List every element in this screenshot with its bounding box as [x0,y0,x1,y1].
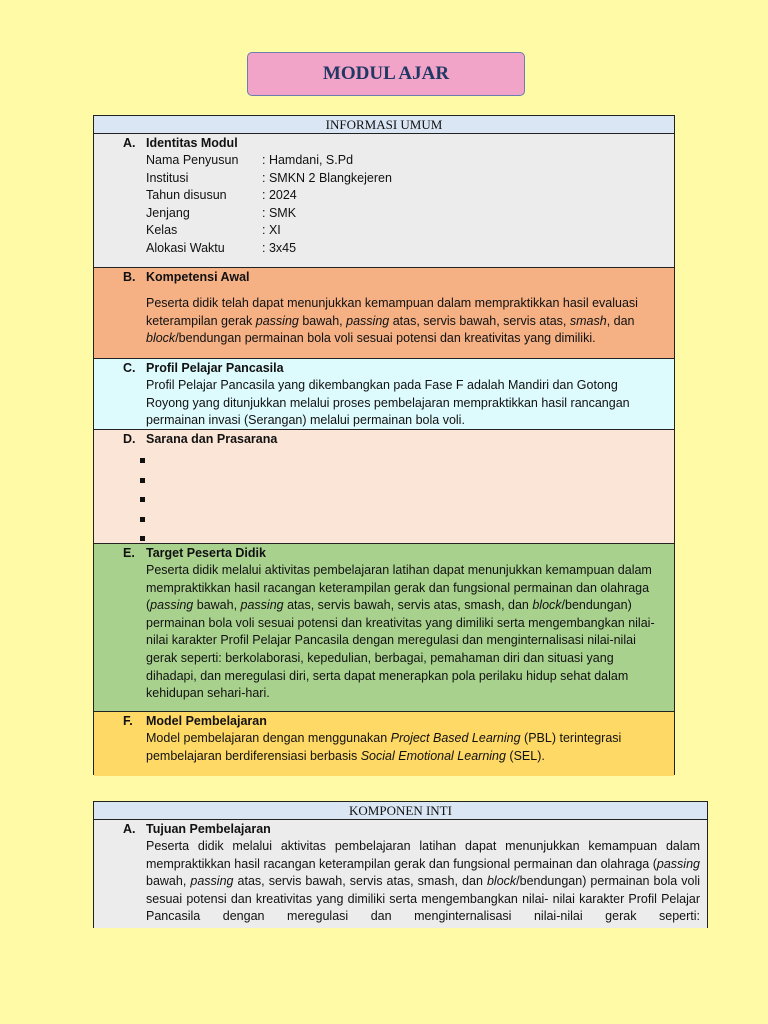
field-value: : XI [262,223,281,238]
section-target-peserta [94,544,674,712]
field-label: Tahun disusun [146,188,227,203]
section-identitas-modul [94,134,674,268]
kompetensi-awal-text [146,295,674,348]
text-run: /bendungan) permainan bola voli sesuai potensi dan kreativitas yang dimiliki serta mengembangkan nilai- nilai karakter Profil Pelajar Pancasila dengan meregulasi dan menginternalisasi nilai-nilai gerak seperti: [146,874,701,924]
module-title: MODUL AJAR [247,52,525,96]
field-label: Kelas [146,223,178,238]
section-letter: A. [123,822,136,836]
section-model-pembelajaran [94,712,674,776]
text-run: Peserta didik melalui aktivitas pembelajaran latihan dapat menunjukkan kemampuan dalam mempraktikkan hasil racangan keterampilan gerak dan fungsional permainan dan olahraga ( [146,839,700,871]
section-letter: D. [123,432,136,446]
field-row [146,222,656,240]
text-run: atas, servis bawah, servis atas, smash, dan [283,598,533,613]
section-title: Target Peserta Didik [146,546,266,560]
text-italic: passing [656,856,700,871]
section-title: Kompetensi Awal [146,270,250,284]
text-run: , dan [606,313,635,328]
text-italic: passing [346,313,390,328]
tujuan-pembelajaran-text [146,838,707,926]
text-italic: passing [255,313,299,328]
text-italic: block [146,331,176,346]
section-tujuan-pembelajaran [94,820,707,928]
section-letter: C. [123,361,136,375]
field-row [146,170,656,188]
text-italic: block [486,874,517,889]
list-item [140,489,674,509]
informasi-umum-table [93,115,675,775]
text-italic: passing [190,874,234,889]
text-italic: Social Emotional Learning [360,748,506,763]
field-label: Nama Penyusun [146,153,239,167]
section-kompetensi-awal [94,268,674,359]
field-value: : 2024 [262,188,297,203]
field-value: : SMKN 2 Blangkejeren [262,170,392,185]
field-label: Alokasi Waktu [146,240,225,255]
model-pembelajaran-text [146,730,674,765]
text-run: atas, servis bawah, servis atas, [389,313,570,328]
informasi-umum-header: INFORMASI UMUM [94,116,674,134]
field-value: : Hamdani, S.Pd [262,153,354,167]
section-title: Model Pembelajaran [146,714,267,728]
section-letter: B. [123,270,136,284]
field-row [146,240,656,258]
field-label: Jenjang [146,205,190,220]
text-italic: passing [150,598,194,613]
section-letter: E. [123,546,135,560]
field-label: Institusi [146,170,189,185]
text-run: atas, servis bawah, servis atas, smash, dan [233,874,487,889]
section-title: Tujuan Pembelajaran [146,822,271,836]
sarana-bullet-list [140,450,674,548]
list-item [140,450,674,470]
field-row [146,152,656,170]
text-run: Peserta didik telah dapat menunjukkan kemampuan dalam mempraktikkan hasil evaluasi keterampilan gerak [146,296,638,328]
text-run: bawah, [298,313,347,328]
field-value: : 3x45 [262,240,297,255]
text-italic: smash [569,313,607,328]
field-row [146,205,656,223]
komponen-inti-header: KOMPONEN INTI [94,802,707,820]
text-run: (PBL) terintegrasi pembelajaran berdiferensiasi berbasis [146,731,622,763]
text-run: (SEL). [505,748,545,763]
text-run: /bendungan permainan bola voli sesuai potensi dan kreativitas yang dimiliki. [175,331,596,346]
text-run: /bendungan) permainan bola voli sesuai potensi dan kreativitas yang dimiliki serta mengembangkan nilai- nilai karakter Profil Pelajar Pancasila dengan meregulasi dan menginternalisasi nilai-nilai gerak seperti: berkolaborasi, kepedulian, berbagai, pemahaman diri dan situasi yang dihadapi, dan meregulasi diri, serta dapat menerapkan pola perilaku hidup sehat dalam kehidupan sehari-hari. [146,598,655,701]
field-row [146,187,656,205]
section-title: Identitas Modul [146,136,238,150]
text-run: Peserta didik melalui aktivitas pembelajaran latihan dapat menunjukkan kemampuan dalam mempraktikkan hasil racangan keterampilan gerak dan fungsional permainan dan olahraga ( [146,563,652,613]
target-peserta-text [146,562,674,703]
text-italic: block [532,598,562,613]
identitas-fields [146,152,674,258]
section-title: Sarana dan Prasarana [146,432,278,446]
text-italic: passing [240,598,284,613]
section-letter: F. [123,714,133,728]
list-item [140,509,674,529]
list-item [140,470,674,490]
text-run: Model pembelajaran dengan menggunakan [146,731,391,745]
section-title: Profil Pelajar Pancasila [146,361,284,375]
field-value: : SMK [262,205,297,220]
text-run: bawah, [146,874,191,889]
section-letter: A. [123,136,136,150]
text-run: bawah, [193,598,241,613]
text-italic: Project Based Learning [390,731,521,745]
section-profil-pelajar [94,359,674,430]
komponen-inti-table [93,801,708,928]
profil-pelajar-text: Profil Pelajar Pancasila yang dikembangkan pada Fase F adalah Mandiri dan Gotong Royong yang ditunjukkan melalui proses pembelajaran mempraktikkan hasil rancangan permainan invasi (Serangan) melalui permainan bola voli. [146,378,630,428]
section-sarana-prasarana [94,430,674,544]
